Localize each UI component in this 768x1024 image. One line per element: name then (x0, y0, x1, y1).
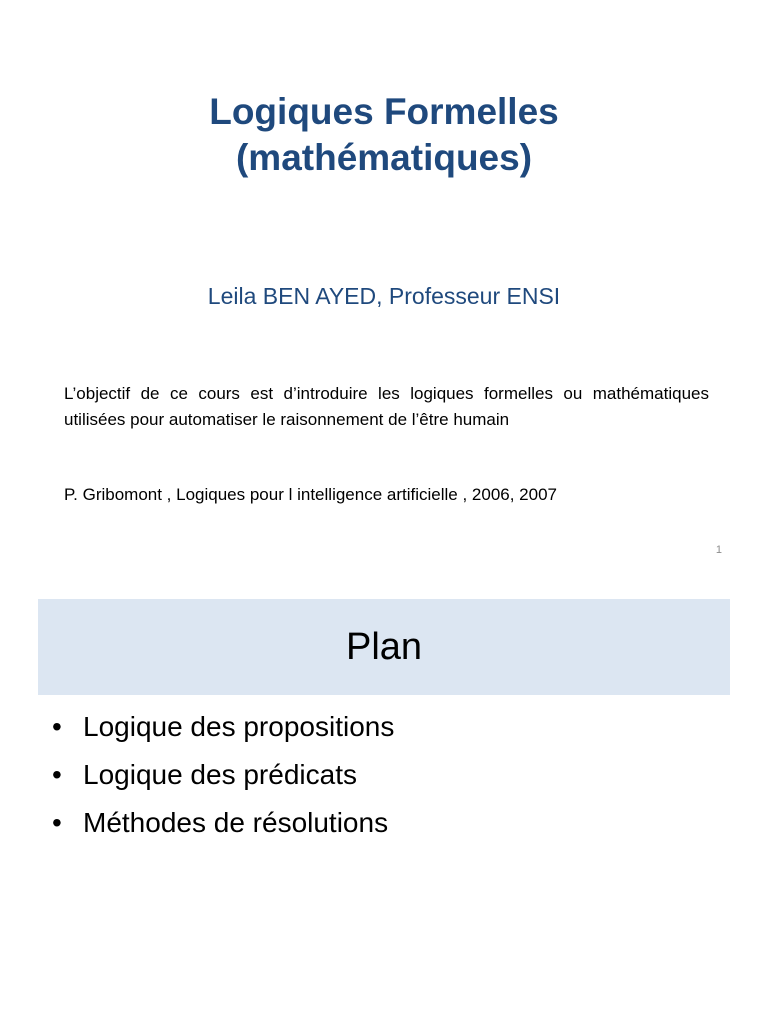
plan-title: Plan (345, 626, 423, 668)
list-item (52, 751, 732, 799)
bullet-icon: • (52, 711, 62, 742)
list-item (52, 703, 732, 751)
list-item-label: Logique des propositions (83, 711, 395, 742)
plan-bullet-list (52, 703, 732, 847)
list-item-label: Logique des prédicats (83, 759, 357, 790)
bullet-icon: • (52, 759, 62, 790)
bibliography-reference: P. Gribomont , Logiques pour l intelligence artificielle , 2006, 2007 (64, 485, 557, 504)
course-objective-text: L’objectif de ce cours est d’introduire les logiques formelles ou mathématiques utilisées pour automatiser le raisonnement de l’être humain (64, 384, 709, 429)
slide-title (0, 89, 768, 181)
slide-title-line1: Logiques Formelles (209, 90, 559, 132)
page-number: 1 (715, 544, 722, 556)
bullet-icon: • (52, 807, 62, 838)
list-item (52, 799, 732, 847)
list-item-label: Méthodes de résolutions (83, 807, 389, 838)
author-subtitle: Leila BEN AYED, Professeur ENSI (207, 283, 561, 309)
slide-title-line2: (mathématiques) (235, 136, 533, 178)
plan-slide (0, 575, 768, 1024)
plan-title-banner (38, 599, 730, 695)
